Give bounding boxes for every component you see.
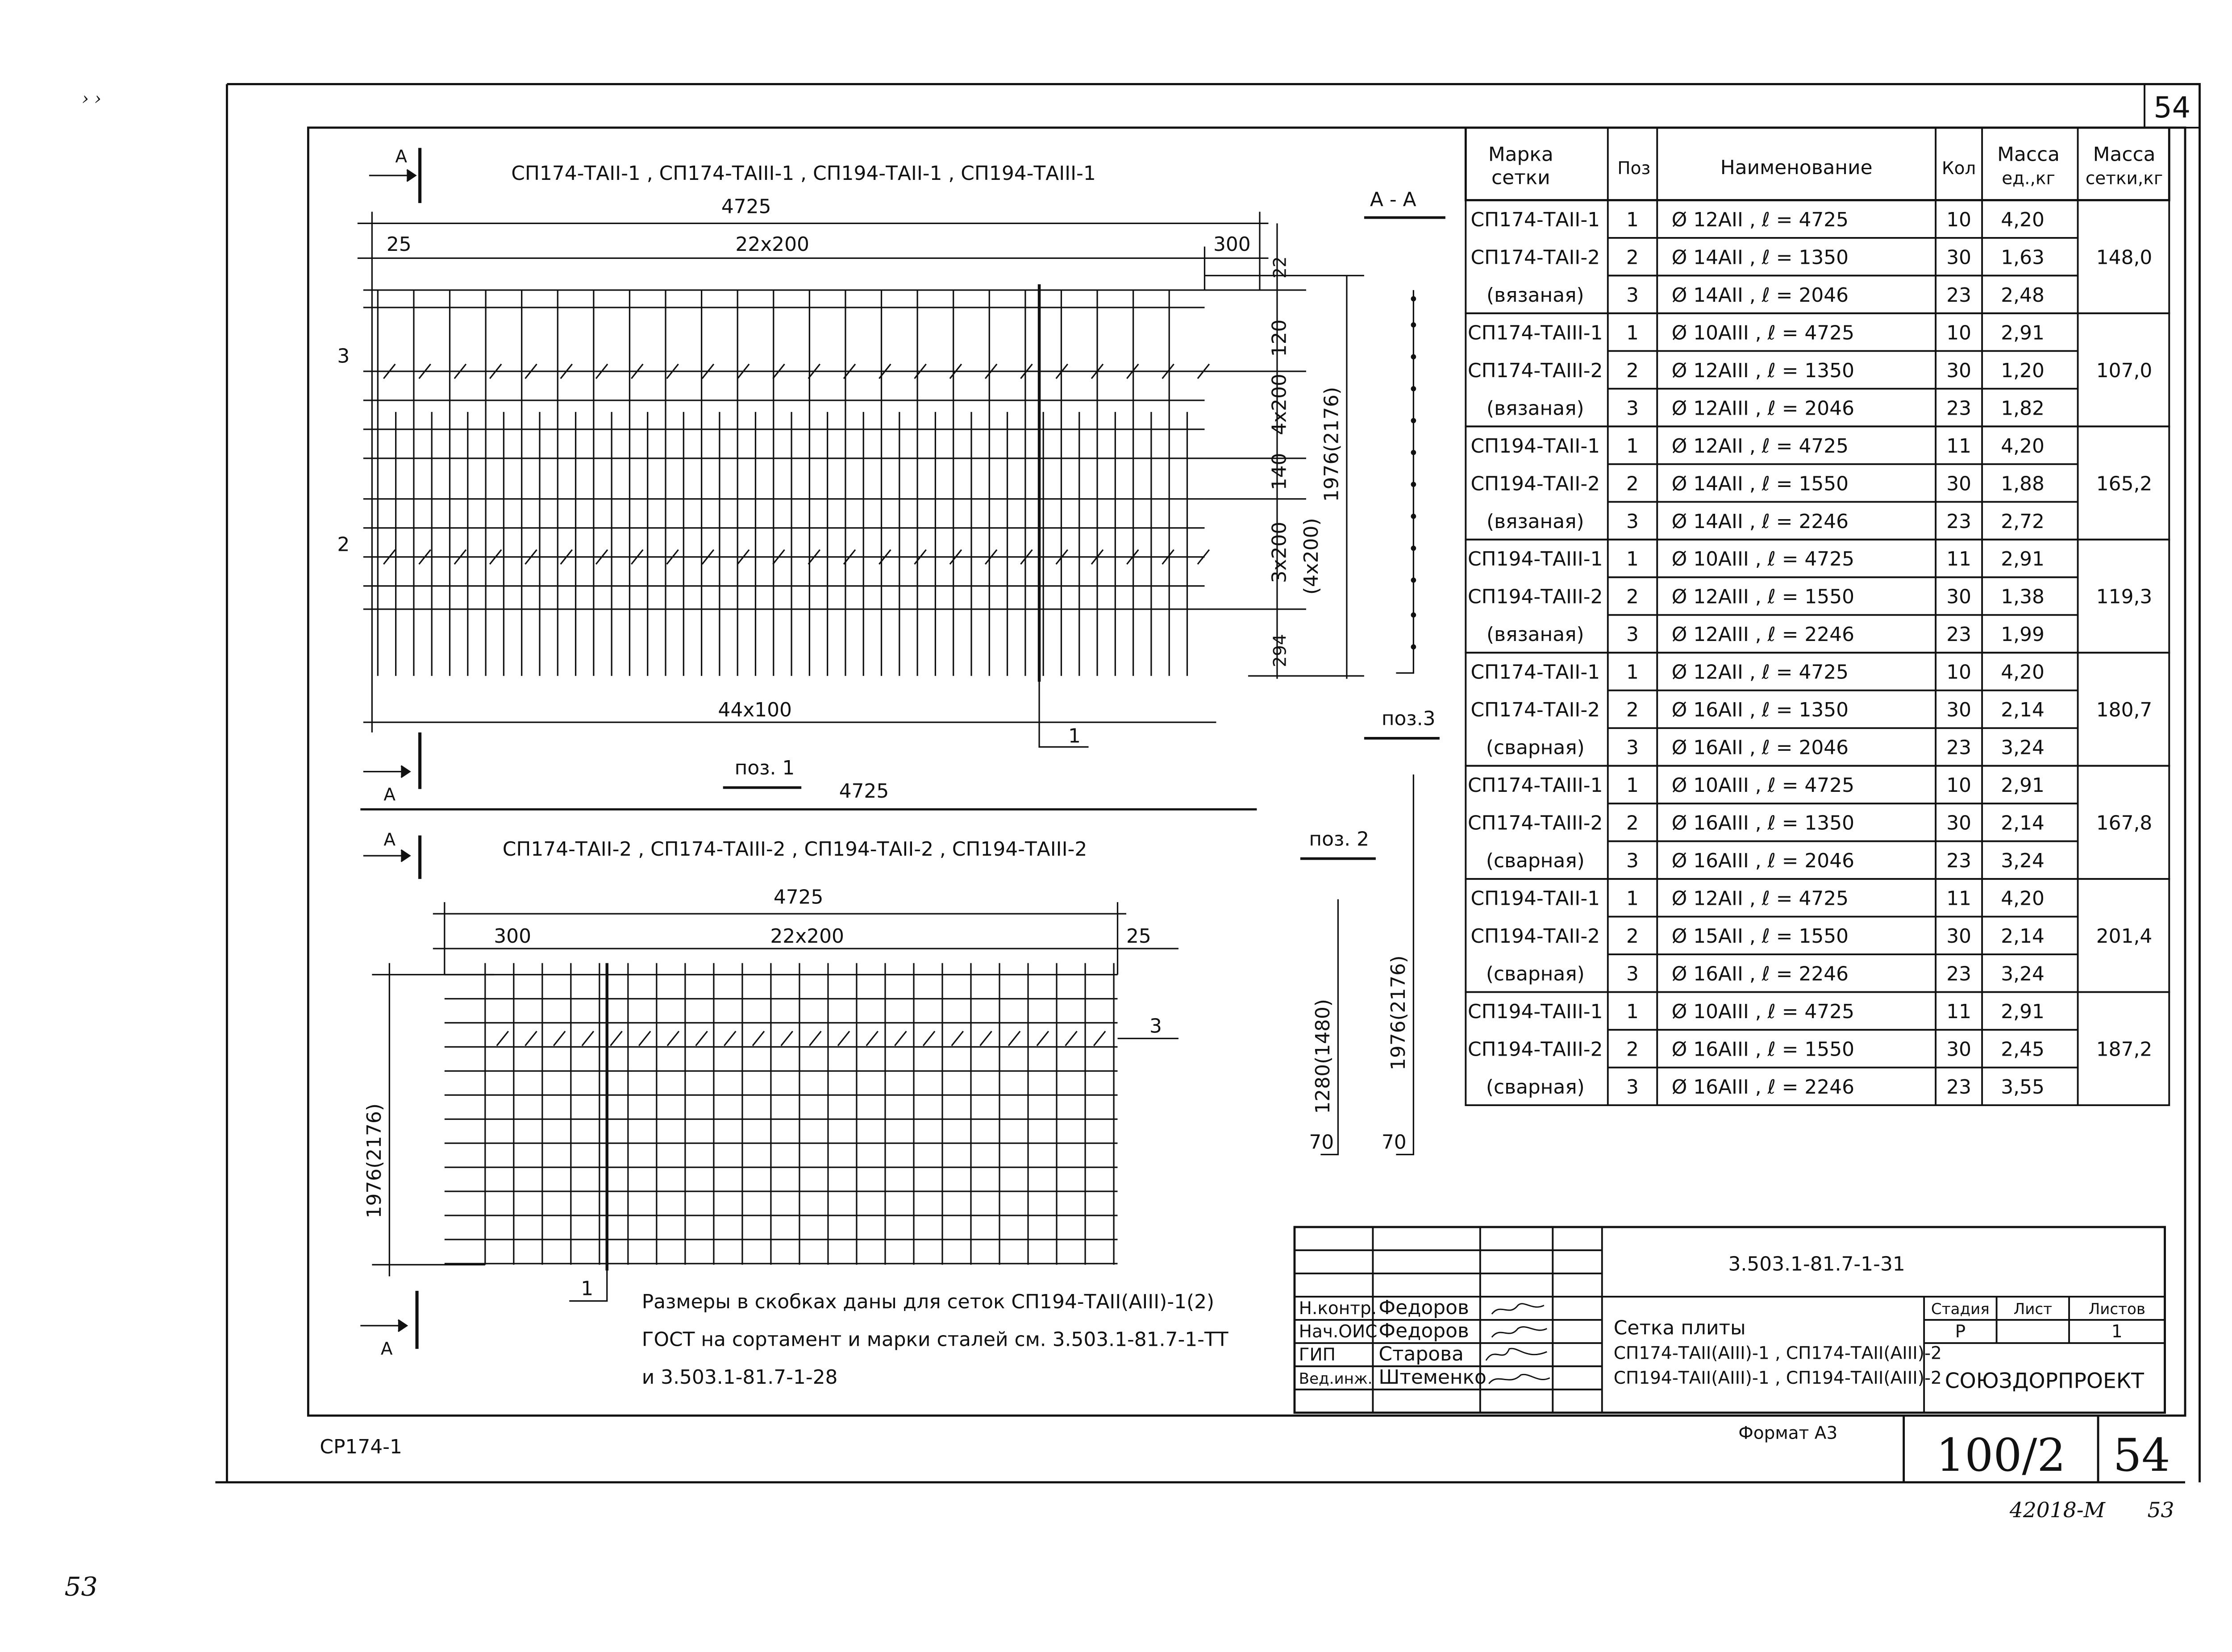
view1-section-letter-top: А <box>395 146 408 167</box>
row-qty: 23 <box>1946 736 1972 759</box>
row-unit-mass: 2,14 <box>2001 699 2045 722</box>
view1-dim-total: 4725 <box>721 195 771 218</box>
grid-mark: СП174-ТАIII-2 <box>1468 359 1603 382</box>
grid-mark: СП174-ТАIII-1 <box>1468 321 1603 345</box>
view1-dim-spacing: 22х200 <box>735 233 809 256</box>
grid-mark: СП194-ТАII-2 <box>1470 472 1600 495</box>
format-label: Формат А3 <box>1738 1423 1838 1444</box>
row-name: Ø 16АII , ℓ = 1350 <box>1671 699 1849 722</box>
grid-mark: (вязаная) <box>1487 283 1584 307</box>
view1-dim-v4: 3х200 <box>1268 521 1291 583</box>
row-pos: 1 <box>1626 321 1639 345</box>
grid-mark: СП194-ТАIII-2 <box>1468 1038 1603 1061</box>
view1-dim-v2: 4х200 <box>1268 374 1291 435</box>
row-pos: 3 <box>1626 623 1639 646</box>
row-qty: 30 <box>1946 811 1972 835</box>
row-name: Ø 12АIII , ℓ = 1350 <box>1671 359 1855 382</box>
row-name: Ø 14АII , ℓ = 2046 <box>1671 283 1849 307</box>
view1-dim-v3: 140 <box>1268 453 1291 491</box>
note-line-3: и 3.503.1-81.7-1-28 <box>641 1365 838 1389</box>
view1-title: СП174-ТАII-1 , СП174-ТАIII-1 , СП194-ТАII-1 , СП194-ТАIII-1 <box>511 162 1096 185</box>
view1-pos-1: 1 <box>1068 724 1081 748</box>
grid-mark: (вязаная) <box>1487 397 1584 420</box>
row-qty: 30 <box>1946 699 1972 722</box>
row-pos: 3 <box>1626 397 1639 420</box>
pos2-dim1: 1280(1480) <box>1311 999 1334 1114</box>
header-grid-mass-1: Масса <box>2093 143 2156 166</box>
view2-section-letter-top: А <box>383 830 396 850</box>
note-line-1: Размеры в скобках даны для сеток СП194-ТАII(АIII)-1(2) <box>641 1290 1215 1313</box>
row-unit-mass: 3,55 <box>2001 1076 2045 1099</box>
grid-mark: (сварная) <box>1486 962 1585 986</box>
row-pos: 1 <box>1626 434 1639 458</box>
grid-mark: СП194-ТАIII-2 <box>1468 585 1603 608</box>
view2-dim-total: 4725 <box>773 886 824 909</box>
pos1-caption: поз. 1 <box>734 757 795 780</box>
row-qty: 30 <box>1946 472 1972 495</box>
role-1-name: Федоров <box>1378 1296 1469 1319</box>
view1-dim-right: 300 <box>1213 233 1251 256</box>
header-qty: Кол <box>1941 158 1976 179</box>
row-pos: 2 <box>1626 585 1639 608</box>
grid-mark: СП174-ТАII-1 <box>1470 661 1600 684</box>
sheets-label: Листов <box>2088 1300 2146 1318</box>
header-mark-1: Марка <box>1488 143 1553 166</box>
grid-mark: СП174-ТАIII-1 <box>1468 774 1603 797</box>
row-unit-mass: 1,99 <box>2001 623 2045 646</box>
row-name: Ø 14АII , ℓ = 1350 <box>1671 246 1849 269</box>
header-unit-mass-2: ед.,кг <box>2002 168 2055 189</box>
row-qty: 11 <box>1946 434 1972 458</box>
header-name: Наименование <box>1720 156 1873 179</box>
row-pos: 1 <box>1626 774 1639 797</box>
row-pos: 2 <box>1626 472 1639 495</box>
row-pos: 1 <box>1626 661 1639 684</box>
row-pos: 3 <box>1626 1076 1639 1099</box>
grid-total-mass: 187,2 <box>2096 1038 2153 1061</box>
row-qty: 23 <box>1946 510 1972 533</box>
stage-value: Р <box>1955 1321 1966 1342</box>
row-qty: 11 <box>1946 548 1972 571</box>
row-name: Ø 12АIII , ℓ = 1550 <box>1671 585 1855 608</box>
sheet-number: 54 <box>2153 91 2191 125</box>
row-name: Ø 12АIII , ℓ = 2046 <box>1671 397 1855 420</box>
row-pos: 1 <box>1626 887 1639 910</box>
title-line-3: СП194-ТАII(АIII)-1 , СП194-ТАII(АIII)-2 <box>1613 1368 1942 1388</box>
row-unit-mass: 2,91 <box>2001 1000 2045 1024</box>
row-name: Ø 10АIII , ℓ = 4725 <box>1671 321 1855 345</box>
section-aa-title: А - А <box>1370 188 1416 211</box>
view1-dim-v-total: 1976(2176) <box>1320 387 1343 502</box>
sheet-code: СР174-1 <box>320 1435 402 1458</box>
header-unit-mass-1: Масса <box>1997 143 2060 166</box>
grid-total-mass: 201,4 <box>2096 925 2153 948</box>
row-pos: 1 <box>1626 1000 1639 1024</box>
grid-mark: (сварная) <box>1486 1076 1585 1099</box>
pos3-dim1: 1976(2176) <box>1387 955 1410 1071</box>
view1-dim-v4-alt: (4х200) <box>1299 518 1323 595</box>
grid-mark: СП194-ТАII-2 <box>1470 925 1600 948</box>
row-qty: 23 <box>1946 962 1972 986</box>
view1-pos-3: 3 <box>337 345 350 368</box>
row-unit-mass: 4,20 <box>2001 887 2045 910</box>
grid-mark: СП174-ТАII-2 <box>1470 699 1600 722</box>
row-unit-mass: 1,38 <box>2001 585 2045 608</box>
row-name: Ø 15АII , ℓ = 1550 <box>1671 925 1849 948</box>
view1-dim-v5: 294 <box>1270 634 1291 667</box>
view2-pos-1: 1 <box>581 1277 594 1300</box>
row-qty: 11 <box>1946 887 1972 910</box>
view1-dim-top-gap: 22 <box>1270 256 1291 279</box>
row-pos: 2 <box>1626 925 1639 948</box>
grid-total-mass: 119,3 <box>2096 585 2153 608</box>
row-pos: 2 <box>1626 246 1639 269</box>
project-number: 100/2 <box>1936 1429 2066 1481</box>
row-unit-mass: 2,91 <box>2001 321 2045 345</box>
stage-label: Стадия <box>1931 1300 1990 1318</box>
row-name: Ø 12АII , ℓ = 4725 <box>1671 887 1849 910</box>
row-unit-mass: 1,20 <box>2001 359 2045 382</box>
row-qty: 23 <box>1946 849 1972 873</box>
row-name: Ø 14АII , ℓ = 2246 <box>1671 510 1849 533</box>
grid-total-mass: 167,8 <box>2096 811 2153 835</box>
title-doc-code: 3.503.1-81.7-1-31 <box>1728 1253 1905 1276</box>
row-qty: 23 <box>1946 283 1972 307</box>
row-pos: 3 <box>1626 962 1639 986</box>
grid-mark: СП194-ТАIII-1 <box>1468 548 1603 571</box>
pos2-dim2: 70 <box>1309 1131 1334 1154</box>
view2-dim-left: 300 <box>494 925 532 948</box>
grid-mark: СП174-ТАIII-2 <box>1468 811 1603 835</box>
row-qty: 30 <box>1946 1038 1972 1061</box>
row-qty: 23 <box>1946 397 1972 420</box>
row-qty: 10 <box>1946 661 1972 684</box>
grid-mark: (сварная) <box>1486 736 1585 759</box>
row-qty: 30 <box>1946 925 1972 948</box>
role-4: Вед.инж. <box>1299 1369 1373 1388</box>
grid-total-mass: 165,2 <box>2096 472 2153 495</box>
row-unit-mass: 4,20 <box>2001 661 2045 684</box>
row-unit-mass: 2,45 <box>2001 1038 2045 1061</box>
row-name: Ø 12АII , ℓ = 4725 <box>1671 434 1849 458</box>
row-name: Ø 16АII , ℓ = 2246 <box>1671 962 1849 986</box>
row-name: Ø 12АII , ℓ = 4725 <box>1671 661 1849 684</box>
row-unit-mass: 2,14 <box>2001 811 2045 835</box>
pos3-dim2: 70 <box>1381 1131 1407 1154</box>
view1-dim-left: 25 <box>386 233 412 256</box>
row-pos: 3 <box>1626 510 1639 533</box>
role-3-name: Старова <box>1378 1342 1464 1365</box>
row-unit-mass: 1,63 <box>2001 246 2045 269</box>
grid-mark: (вязаная) <box>1487 623 1584 646</box>
header-pos: Поз <box>1617 158 1651 179</box>
row-qty: 10 <box>1946 774 1972 797</box>
pos1-length: 4725 <box>839 780 889 803</box>
grid-mark: (вязаная) <box>1487 510 1584 533</box>
row-unit-mass: 3,24 <box>2001 736 2045 759</box>
grid-total-mass: 148,0 <box>2096 246 2153 269</box>
row-unit-mass: 1,82 <box>2001 397 2045 420</box>
row-name: Ø 10АIII , ℓ = 4725 <box>1671 774 1855 797</box>
sheets-value: 1 <box>2111 1321 2123 1342</box>
row-unit-mass: 4,20 <box>2001 434 2045 458</box>
row-qty: 10 <box>1946 208 1972 231</box>
header-grid-mass-2: сетки,кг <box>2085 168 2163 189</box>
grid-mark: СП174-ТАII-2 <box>1470 246 1600 269</box>
row-name: Ø 16АII , ℓ = 2046 <box>1671 736 1849 759</box>
row-pos: 1 <box>1626 208 1639 231</box>
role-1: Н.контр. <box>1299 1298 1377 1319</box>
grid-total-mass: 107,0 <box>2096 359 2153 382</box>
row-qty: 10 <box>1946 321 1972 345</box>
row-unit-mass: 2,48 <box>2001 283 2045 307</box>
row-name: Ø 10АIII , ℓ = 4725 <box>1671 548 1855 571</box>
org-name: СОЮЗДОРПРОЕКТ <box>1945 1369 2144 1394</box>
row-name: Ø 16АIII , ℓ = 2246 <box>1671 1076 1855 1099</box>
row-qty: 23 <box>1946 1076 1972 1099</box>
pos3-caption: поз.3 <box>1381 707 1436 730</box>
bottom-left-handwritten: 53 <box>64 1571 98 1602</box>
grid-total-mass: 180,7 <box>2096 699 2153 722</box>
view2-dim-right: 25 <box>1126 925 1151 948</box>
pos2-caption: поз. 2 <box>1309 828 1370 851</box>
title-line-1: Сетка плиты <box>1613 1316 1746 1340</box>
title-line-2: СП174-ТАII(АIII)-1 , СП174-ТАII(АIII)-2 <box>1613 1343 1942 1364</box>
role-3: ГИП <box>1299 1344 1336 1365</box>
corner-mark: › › <box>82 88 102 109</box>
header-mark-2: сетки <box>1491 166 1550 189</box>
row-qty: 30 <box>1946 585 1972 608</box>
grid-mark: СП194-ТАII-1 <box>1470 434 1600 458</box>
archive-page: 53 <box>2147 1498 2174 1523</box>
view2-title: СП174-ТАII-2 , СП174-ТАIII-2 , СП194-ТАII-2 , СП194-ТАIII-2 <box>502 838 1087 861</box>
row-pos: 3 <box>1626 849 1639 873</box>
row-name: Ø 12АIII , ℓ = 2246 <box>1671 623 1855 646</box>
row-name: Ø 16АIII , ℓ = 1350 <box>1671 811 1855 835</box>
row-pos: 2 <box>1626 359 1639 382</box>
grid-mark: СП194-ТАIII-1 <box>1468 1000 1603 1024</box>
row-name: Ø 14АII , ℓ = 1550 <box>1671 472 1849 495</box>
grid-mark: (сварная) <box>1486 849 1585 873</box>
sheet-label: Лист <box>2013 1300 2053 1318</box>
row-qty: 30 <box>1946 359 1972 382</box>
archive-number: 42018-М <box>2009 1498 2105 1523</box>
row-pos: 1 <box>1626 548 1639 571</box>
grid-mark: СП194-ТАII-1 <box>1470 887 1600 910</box>
row-unit-mass: 2,91 <box>2001 774 2045 797</box>
page-number: 54 <box>2113 1429 2170 1481</box>
grid-mark: СП174-ТАII-1 <box>1470 208 1600 231</box>
row-pos: 2 <box>1626 1038 1639 1061</box>
row-pos: 3 <box>1626 283 1639 307</box>
row-name: Ø 16АIII , ℓ = 1550 <box>1671 1038 1855 1061</box>
view1-section-letter-bottom: А <box>383 785 396 805</box>
view2-pos-3: 3 <box>1149 1015 1162 1038</box>
view2-dim-v-total: 1976(2176) <box>362 1103 386 1219</box>
row-qty: 30 <box>1946 246 1972 269</box>
view1-dim-bottom: 44х100 <box>718 699 792 722</box>
row-unit-mass: 2,91 <box>2001 548 2045 571</box>
row-pos: 2 <box>1626 811 1639 835</box>
row-unit-mass: 3,24 <box>2001 962 2045 986</box>
row-unit-mass: 2,14 <box>2001 925 2045 948</box>
row-qty: 23 <box>1946 623 1972 646</box>
note-line-2: ГОСТ на сортамент и марки сталей см. 3.503.1-81.7-1-ТТ <box>641 1328 1228 1351</box>
row-unit-mass: 1,88 <box>2001 472 2045 495</box>
row-name: Ø 10АIII , ℓ = 4725 <box>1671 1000 1855 1024</box>
row-unit-mass: 4,20 <box>2001 208 2045 231</box>
row-name: Ø 16АIII , ℓ = 2046 <box>1671 849 1855 873</box>
row-pos: 3 <box>1626 736 1639 759</box>
role-4-name: Штеменко <box>1378 1365 1487 1389</box>
role-2-name: Федоров <box>1378 1319 1469 1342</box>
row-qty: 11 <box>1946 1000 1972 1024</box>
row-pos: 2 <box>1626 699 1639 722</box>
row-name: Ø 12АII , ℓ = 4725 <box>1671 208 1849 231</box>
row-unit-mass: 3,24 <box>2001 849 2045 873</box>
view1-dim-v1: 120 <box>1268 319 1291 357</box>
view2-section-letter-bottom: А <box>380 1339 393 1359</box>
row-unit-mass: 2,72 <box>2001 510 2045 533</box>
view1-pos-2: 2 <box>337 533 350 556</box>
role-2: Нач.ОИС <box>1299 1321 1378 1342</box>
view2-dim-spacing: 22х200 <box>770 925 844 948</box>
